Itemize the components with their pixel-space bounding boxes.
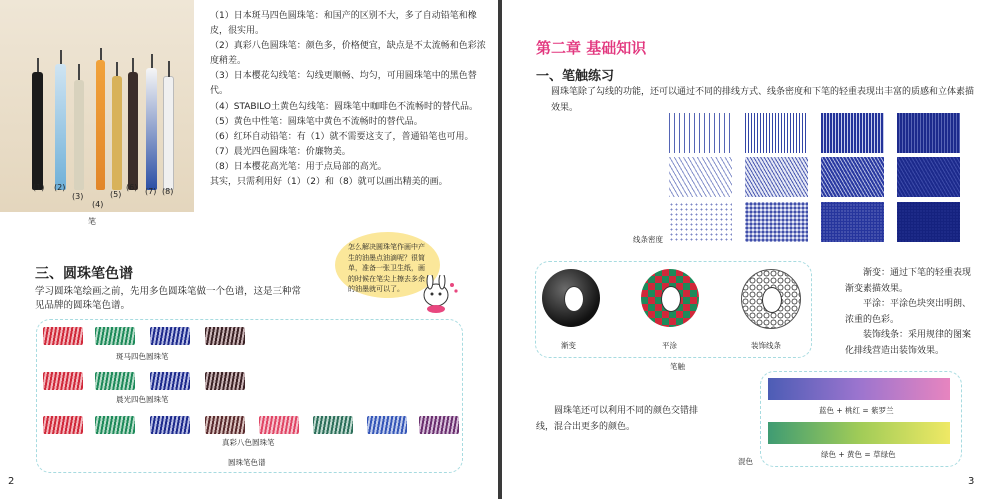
sheep-gradient: [542, 269, 600, 327]
mix-caption-violet: 蓝色 + 桃红 = 紫罗兰: [819, 406, 894, 415]
swatch-zebra-black: [205, 327, 245, 345]
page-number-right: 3: [968, 476, 975, 487]
color-chart-caption: 圆珠笔色谱: [228, 458, 266, 467]
pen-photo: [0, 0, 194, 212]
sheep-label-gradient: 渐变: [561, 341, 576, 350]
brand-caption-mg: 晨光四色圆珠笔: [116, 395, 169, 404]
density-tile: [897, 113, 960, 153]
pen-description-7: （7）晨光四色圆珠笔：价廉物美。: [210, 146, 351, 157]
pen-label-6: (6): [126, 183, 138, 192]
stroke-intro-text: 圆珠笔除了勾线的功能，还可以通过不同的排线方式、线条密度和下笔的轻重表现出丰富的质感和立体素描效果。: [551, 87, 975, 113]
color-mix-panel: [760, 371, 962, 467]
pen-description-6: （6）红环自动铅笔：有（1）就不需要这支了，普通铅笔也可用。: [210, 131, 474, 142]
swatch-mg-red: [43, 372, 83, 390]
sheep-label-flat: 平涂: [662, 341, 677, 350]
density-tile: [821, 113, 884, 153]
density-tile: [821, 202, 884, 242]
rabbit-mascot-icon: [412, 275, 462, 313]
pen-description-2: （2）真彩八色圆珠笔：颜色多，价格便宜，缺点是不太流畅和色彩浓度稍差。: [210, 41, 486, 67]
density-tile: [745, 202, 808, 242]
sheep-caption: 笔触: [670, 362, 685, 371]
density-tile: [897, 157, 960, 197]
page-number-left: 2: [8, 476, 15, 487]
brand-caption-tc: 真彩八色圆珠笔: [222, 438, 275, 447]
density-tile: [669, 157, 732, 197]
mix-panel-caption: 混色: [738, 457, 753, 466]
pen-label-7: (7): [145, 187, 157, 196]
density-tile: [745, 157, 808, 197]
mix-caption-grassgreen: 绿色 + 黄色 = 草绿色: [821, 450, 896, 459]
brand-caption-zebra: 斑马四色圆珠笔: [116, 352, 169, 361]
chapter-title: 第二章 基础知识: [536, 39, 647, 57]
pen-description-4: （4）STABILO土黄色勾线笔：圆珠笔中咖啡色不流畅时的替代品。: [210, 101, 479, 112]
pen-label-8: (8): [162, 187, 174, 196]
pen-label-2: (2): [54, 183, 66, 192]
sheep-panel: [535, 261, 812, 358]
density-caption: 线条密度: [633, 235, 663, 244]
swatch-tc-red: [43, 416, 83, 434]
note-decorative: 装饰线条：采用规律的图案化排线营造出装饰效果。: [845, 330, 972, 356]
pen-label-4: (4): [92, 200, 104, 209]
density-tile: [745, 113, 808, 153]
sheep-label-decorative: 装饰线条: [751, 341, 781, 350]
density-tile: [897, 202, 960, 242]
swatch-tc-pink: [259, 416, 299, 434]
swatch-mg-green: [95, 372, 135, 390]
note-gradient: 渐变：通过下笔的轻重表现渐变素描效果。: [845, 268, 972, 294]
color-mixing-text: 圆珠笔还可以利用不同的颜色交错排线，混合出更多的颜色。: [536, 406, 699, 432]
mix-green-yellow: [768, 422, 950, 444]
pen-description-5: （5）黄色中性笔：圆珠笔中黄色不流畅时的替代品。: [210, 116, 423, 127]
swatch-tc-brown: [205, 416, 245, 434]
pen-label-1: (1): [33, 183, 45, 192]
pen-label-5: (5): [110, 190, 122, 199]
color-chart-panel: [36, 319, 463, 473]
pen-description-1: （1）日本斑马四色圆珠笔：和国产的区别不大，多了自动铅笔和橡皮，很实用。: [210, 11, 477, 37]
density-tile: [669, 113, 732, 153]
density-tile: [669, 202, 732, 242]
note-flat: 平涂：平涂色块突出明朗、浓重的色彩。: [845, 299, 972, 325]
swatch-mg-black: [205, 372, 245, 390]
photo-caption: 笔: [88, 217, 96, 226]
pen-description-3: （3）日本樱花勾线笔：勾线更顺畅、均匀，可用圆珠笔中的黑色替代。: [210, 71, 477, 97]
swatch-zebra-red: [43, 327, 83, 345]
sheep-decorative: [741, 269, 801, 329]
pen-summary: 其实，只需利用好（1）（2）和（8）就可以画出精美的画。: [210, 177, 448, 188]
pen-label-3: (3): [72, 192, 84, 201]
color-chart-heading: 三、圆珠笔色谱: [35, 266, 133, 282]
swatch-tc-teal: [313, 416, 353, 434]
pen-description-8: （8）日本樱花高光笔：用于点局部的高光。: [210, 161, 387, 172]
page-gutter: [498, 0, 502, 499]
pen-descriptions: [210, 9, 490, 190]
density-tile: [821, 157, 884, 197]
left-page: [0, 0, 498, 499]
color-chart-intro: 学习圆珠笔绘画之前，先用多色圆珠笔做一个色谱，这是三种常见品牌的圆珠笔色谱。: [35, 286, 302, 311]
stroke-practice-heading: 一、笔触练习: [536, 69, 615, 84]
swatch-mg-blue: [150, 372, 190, 390]
swatch-tc-blue: [150, 416, 190, 434]
swatch-tc-lightblue: [367, 416, 407, 434]
swatch-zebra-blue: [150, 327, 190, 345]
swatch-zebra-green: [95, 327, 135, 345]
sheep-flat: [641, 269, 699, 327]
swatch-tc-purple: [419, 416, 459, 434]
swatch-tc-green: [95, 416, 135, 434]
tip-bubble-text: 怎么解决圆珠笔作画中产生的油墨点油滴呢？很简单，准备一张卫生纸，画的时候在笔尖上擦去多余的油墨就可以了。: [348, 243, 425, 293]
mix-blue-pink: [768, 378, 950, 400]
